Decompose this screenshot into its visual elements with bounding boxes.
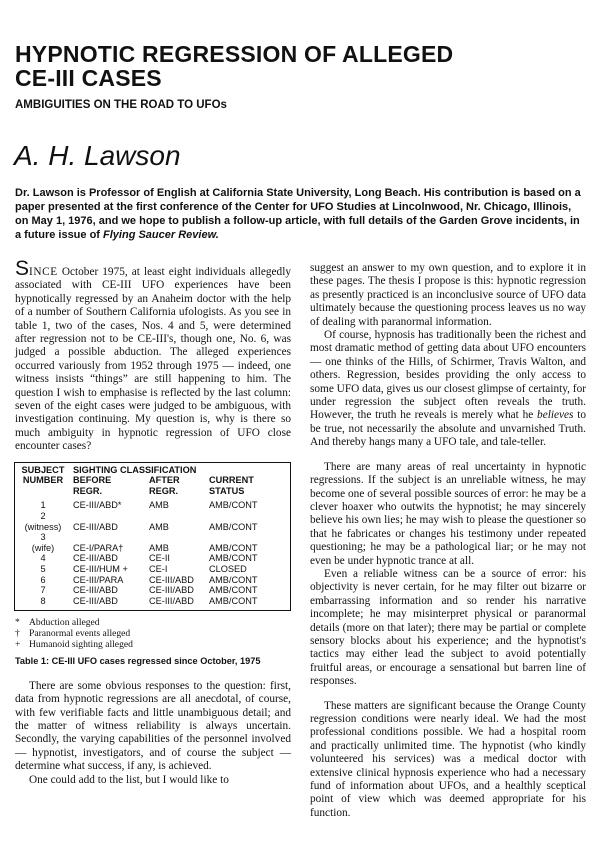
cell-number-value: 3 — [40, 532, 46, 543]
right-paragraph-2-text: Of course, hypnosis has traditionally been the richest and most dramatic method of getting data about UFO encounters — one thinks of the Hills, of Schirmer, Travis Walton, and others. Regression, besides providing the only access to some UFO data, gives us our closest glimpse of certainty, for under regression the subject often reveals the truth. However, the truth he reveals is merely what he — [310, 329, 586, 422]
cell-after: AMB — [149, 500, 169, 511]
cell-status: AMB/CONT — [209, 521, 258, 532]
cell-number: 5 — [40, 564, 46, 575]
cell-status: AMB/CONT — [209, 595, 258, 606]
header-subject: SUBJECT — [21, 464, 65, 475]
footnote-text: Paranormal events alleged — [29, 628, 131, 640]
header-status: STATUS — [209, 485, 245, 496]
cell-status: CLOSED — [209, 564, 247, 575]
cell-number-note: (wife) — [31, 542, 55, 553]
table-caption: Table 1: CE-III UFO cases regressed since October, 1975 — [15, 656, 261, 667]
cell-status: AMB/CONT — [209, 542, 258, 553]
article-title — [15, 42, 585, 90]
cell-after: AMB — [149, 542, 169, 553]
right-paragraph-2-emphasis: believes — [537, 409, 574, 422]
header-number: NUMBER — [22, 475, 64, 486]
footnote — [15, 617, 291, 628]
table-header-bottom — [15, 486, 290, 497]
cell-after: AMB — [149, 521, 169, 532]
header-sighting: SIGHTING CLASSIFICATION — [73, 464, 197, 475]
right-column — [310, 262, 586, 820]
footnote — [15, 628, 291, 639]
header-before: BEFORE — [73, 475, 112, 486]
cell-status: AMB/CONT — [209, 553, 258, 564]
cell-before: CE-III/ABD — [73, 585, 118, 596]
cell-number: 6 — [40, 574, 46, 585]
right-paragraph-2 — [310, 329, 586, 450]
table-header-top — [15, 465, 290, 476]
title-line-1: HYPNOTIC REGRESSION OF ALLEGED — [15, 41, 454, 67]
table-row — [15, 553, 290, 564]
footnote-symbol: * — [15, 617, 20, 629]
cell-number — [15, 532, 71, 553]
right-paragraph-3: There are many areas of real uncertainty in hypnotic regressions. If the subject is an unreliable witness, he may become one of several possible sources of error: he may be a clever hoaxer who outwits the hypnotist; he may sincerely believe his own lies; he may wish to please the questioner so that he fabricates or changes his testimony under repeated questioning; he may be a pathological liar; or he may not even be under hypnotic trance at all. — [310, 460, 586, 567]
cell-number: 4 — [40, 553, 46, 564]
cell-before: CE-III/ABD — [73, 553, 118, 564]
cell-number — [15, 511, 71, 532]
cell-after: CE-I — [149, 564, 168, 575]
right-paragraph-5: These matters are significant because the Orange County regression conditions were nearly ideal. We had the most professional conditions possible. We had a hospital room and practically unlimited time. The hypnotist (who kindly volunteered his services) was a medical doctor with extensive clinical hypnosis experience who had a necessary fund of information about UFOs, and a healthly sceptical point of view which was deemed appropriate for his function. — [310, 699, 586, 819]
left-paragraph-1 — [15, 257, 291, 454]
cell-before: CE-I/PARA† — [73, 542, 124, 553]
article-subtitle: AMBIGUITIES ON THE ROAD TO UFOs — [15, 99, 227, 111]
left-paragraph-3: One could add to the list, but I would like to — [29, 773, 229, 786]
header-current: CURRENT — [209, 475, 254, 486]
cell-before: CE-III/ABD — [73, 521, 118, 532]
drop-cap: S — [15, 257, 30, 280]
intro-paragraph — [15, 186, 585, 242]
cases-table — [14, 462, 291, 612]
cell-number: 1 — [40, 500, 46, 511]
footnote — [15, 639, 291, 650]
cell-after: CE-II — [149, 553, 170, 564]
header-regr-after: REGR. — [149, 485, 179, 496]
right-paragraph-2-end: to be true, not necessarily the absolute and unvarnished Truth. And thereby hangs many a UFO tale, and tale-teller. — [310, 409, 587, 449]
cell-after: CE-III/ABD — [149, 585, 194, 596]
cell-before: CE-III/ABD* — [73, 500, 122, 511]
cell-number: 7 — [40, 585, 46, 596]
cell-after: CE-III/ABD — [149, 574, 194, 585]
intro-journal: Flying Saucer Review. — [103, 229, 219, 241]
cell-before: CE-III/HUM + — [73, 564, 128, 575]
cell-status: AMB/CONT — [209, 500, 258, 511]
lead-word: INCE — [29, 266, 58, 278]
footnote-text: Abduction alleged — [29, 617, 100, 629]
cell-before: CE-III/ABD — [73, 595, 118, 606]
table-row — [15, 564, 290, 575]
cell-number: 8 — [40, 595, 46, 606]
cell-status: AMB/CONT — [209, 585, 258, 596]
left-paragraph-2: There are some obvious responses to the question: first, data from hypnotic regressions are all anecdotal, of course, with few verifiable facts and little unambiguous detail; and the matter of witness reliability is always uncertain. Secondly, the varying capabilities of the personnel involved — hypnotist, investigators, and of course the subject — determine what success, if any, is achieved. — [15, 679, 291, 773]
author-name: A. H. Lawson — [14, 140, 181, 171]
cell-status: AMB/CONT — [209, 574, 258, 585]
table-footnotes — [15, 617, 291, 650]
title-line-2: CE-III CASES — [15, 65, 162, 91]
left-paragraph-1-text: October 1975, at least eight individuals allegedly associated with CE-III UFO experiences have been hypnotically regressed by an Anaheim doctor with the help of a number of Southern California ufologists. As you see in table 1, two of the cases, Nos. 4 and 5, were determined after regression not to be CE-III's, though one, No. 6, was judged a possible abduction. The alleged experiences occurred variously from 1952 through 1975 — indeed, one witness insists “things” are still happening to him. The question I wish to emphasise is reflected by the last column: seven of the eight cases were judged to be ambiguous, with investigation continuing. My question is, why is there so much ambiguity in hypnotic regression of UFO close encounter cases? — [15, 266, 291, 453]
table-row — [15, 575, 290, 586]
table-row — [15, 532, 290, 553]
table-row — [15, 596, 290, 607]
intro-text: Dr. Lawson is Professor of English at California State University, Long Beach. His contribution is based on a paper presented at the first conference of the Center for UFO Studies at Lincolnwood, Nr. Chicago, Illinois, on May 1, 1976, and we hope to publish a follow-up article, with full details of the Garden Grove incidents, in a future issue of — [15, 187, 581, 241]
table-header-mid — [15, 475, 290, 486]
right-paragraph-4: Even a reliable witness can be a source of error: his objectivity is never certain, for he may filter out bizarre or embarrassing information and so render his narrative incomplete; he may misinterpret physical or paranormal details (more on that later); there may be partial or complete sensory blocks about his experience; and the hypnotist's tactics may either lead the subject to avoid potentially fruitful areas, or encourage a sensational but barren line of responses. — [310, 567, 586, 688]
cell-before: CE-III/PARA — [73, 574, 124, 585]
table-row — [15, 500, 290, 511]
footnote-text: Humanoid sighting alleged — [29, 639, 133, 651]
header-after: AFTER — [149, 475, 180, 486]
table-body — [15, 500, 290, 606]
cell-number-value: 2 — [40, 511, 46, 522]
footnote-symbol: + — [15, 639, 21, 651]
cell-after: CE-III/ABD — [149, 595, 194, 606]
table-row — [15, 585, 290, 596]
header-regr-before: REGR. — [73, 485, 103, 496]
left-column — [15, 257, 291, 787]
footnote-symbol: † — [15, 628, 20, 640]
table-row — [15, 511, 290, 532]
right-paragraph-1: suggest an answer to my own question, and to explore it in these pages. The thesis I propose is this: hypnotic regression as presently practiced is an inconclusive source of UFO data ultimately because the questioning process leaves us no way of dealing with paranormal information. — [310, 262, 586, 328]
cell-number-note: (witness) — [24, 521, 62, 532]
